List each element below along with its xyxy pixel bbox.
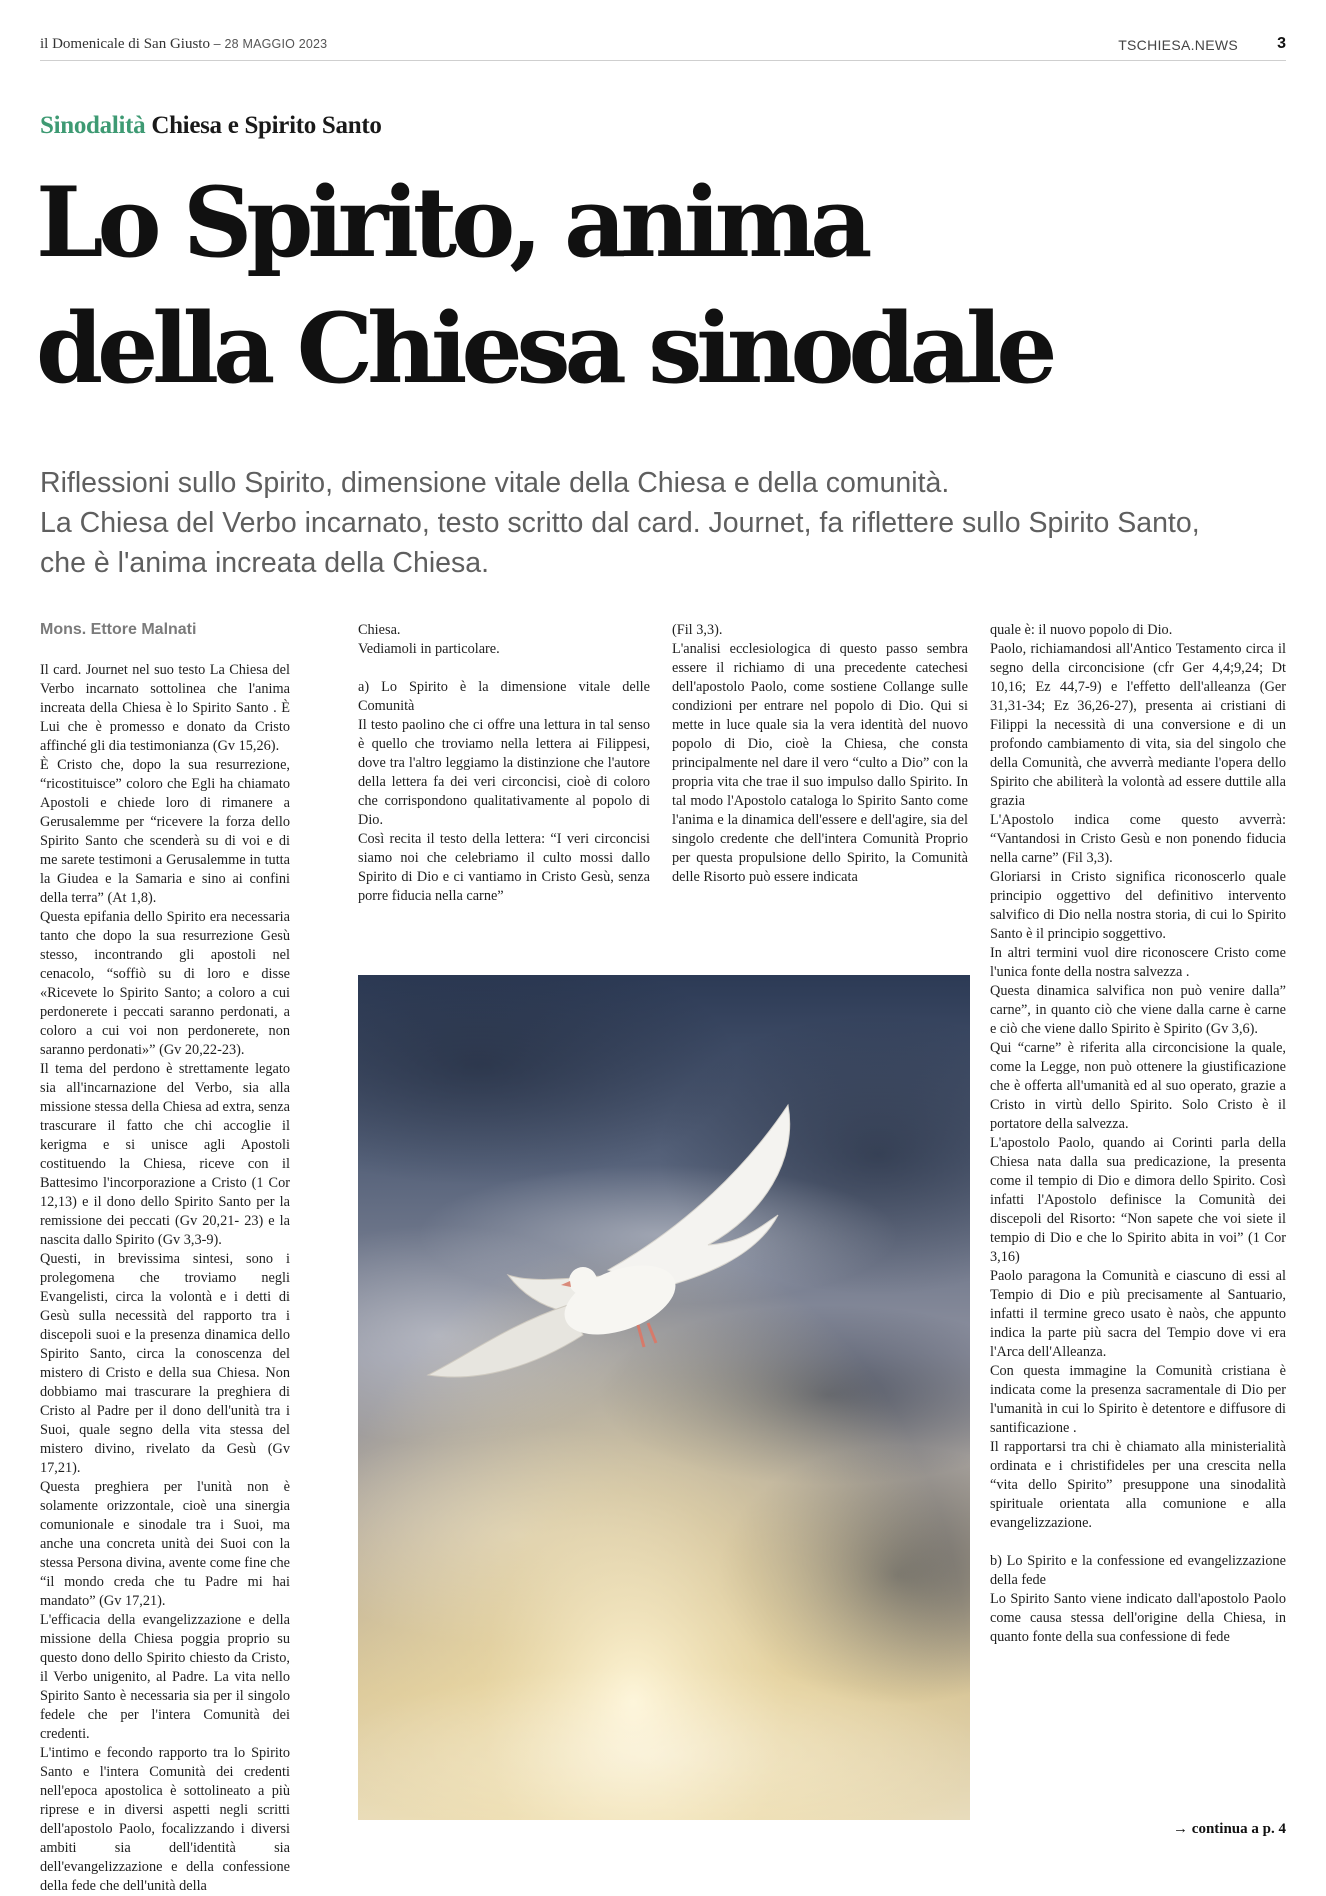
continuation-link[interactable]: → continua a p. 4	[1173, 1821, 1286, 1837]
headline	[36, 160, 1296, 412]
paragraph: L'efficacia della evangelizzazione e della missione della Chiesa poggia proprio su questo dono dello Spirito chiesto da Cristo, il Verbo unigenito, al Padre. La vita nello Spirito Santo è necessaria sia per il singolo fedele che per l'intera Comunità dei credenti.	[40, 1612, 290, 1742]
author-byline: Mons. Ettore Malnati	[40, 621, 197, 638]
paragraph: Lo Spirito Santo viene indicato dall'apostolo Paolo come causa stessa dell'origine della Chiesa, in quanto fonte della sua confessione di fede	[990, 1591, 1286, 1645]
paragraph: Questa preghiera per l'unità non è solamente orizzontale, cioè una sinergia comunionale e sinodale tra i Suoi, ma anche una concreta unità dei Suoi con la stessa Persona divina, avente come fine che “il mondo creda che tu Padre mi hai mandato” (Gv 17,21).	[40, 1479, 290, 1609]
paragraph: Con questa immagine la Comunità cristiana è indicata come la presenza sacramentale di Dio per l'umanità in cui lo Spirito è detentore e diffusore di santificazione .	[990, 1363, 1286, 1436]
header-rule	[40, 60, 1286, 61]
standfirst	[40, 463, 1290, 583]
body-column-4	[990, 621, 1286, 1647]
standfirst-line-1: Riflessioni sullo Spirito, dimensione vitale della Chiesa e della comunità.	[40, 467, 950, 499]
publication-line	[40, 36, 327, 53]
page-number: 3	[1277, 35, 1286, 52]
paragraph: Il card. Journet nel suo testo La Chiesa del Verbo incarnato sottolinea che l'anima increata della Chiesa è lo Spirito Santo . È Lui che è promesso e donato da Cristo affinché gli dia testimonianza (Gv 15,26).	[40, 662, 290, 754]
kicker-topic: Chiesa e Spirito Santo	[151, 112, 382, 139]
paragraph: Qui “carne” è riferita alla circoncisione la quale, come la Legge, non può ottenere la giustificazione che è offerta all'umanità ed al suo operato, grazie a Cristo in virtù dello Spirito. Solo Cristo è il portatore della salvezza.	[990, 1040, 1286, 1132]
paragraph: Il tema del perdono è strettamente legato sia all'incarnazione del Verbo, sia alla missione stessa della Chiesa ad extra, senza trascurare il fatto che chi accoglie il kerigma e si unisce agli Apostoli costituendo la Chiesa, riceve con il Battesimo l'incorporazione a Cristo (1 Cor 12,13) e il dono dello Spirito Santo per la remissione dei peccati (Gv 20,21- 23) e la nascita dallo Spirito (Gv 3,3-9).	[40, 1061, 290, 1248]
paragraph: È Cristo che, dopo la sua resurrezione, “ricostituisce” coloro che Egli ha chiamato Apostoli e chiede loro di rimanere a Gerusalemme per “ricevere la forza dello Spirito Santo che scenderà su di voi e di me sarete testimoni a Gerusalemme in tutta la Giudea e la Samaria e sino ai confini della terra” (At 1,8).	[40, 757, 290, 906]
paragraph: Il rapportarsi tra chi è chiamato alla ministerialità ordinata e i christifideles per una crescita nella “vita dello Spirito” presuppone una sinodalità spirituale orientata alla comunione e alla evangelizzazione.	[990, 1439, 1286, 1531]
paragraph: (Fil 3,3).	[672, 622, 723, 638]
standfirst-line-2: La Chiesa del Verbo incarnato, testo scritto dal card. Journet, fa riflettere sullo Spirito Santo,	[40, 507, 1200, 539]
paragraph: Vediamoli in particolare.	[358, 641, 500, 657]
kicker-category: Sinodalità	[40, 112, 146, 139]
site-name[interactable]: TSCHIESA.NEWS	[1118, 37, 1238, 53]
headline-line-1: Lo Spirito, anima	[36, 166, 867, 279]
body-column-3	[672, 621, 968, 887]
subheading-b: b) Lo Spirito e la confessione ed evangelizzazione della fede	[990, 1553, 1286, 1588]
paragraph: In altri termini vuol dire riconoscere Cristo come l'unica fonte della nostra salvezza .	[990, 945, 1286, 980]
paragraph: Paolo paragona la Comunità e ciascuno di essi al Tempio di Dio e più precisamente al Santuario, infatti il termine greco usato è naòs, che appunto indica la parte più sacra del Tempio dove vi era l'Arca dell'Alleanza.	[990, 1268, 1286, 1360]
paragraph: L'analisi ecclesiologica di questo passo sembra essere il richiamo di una precedente catechesi dell'apostolo Paolo, come sostiene Collange sulle condizioni per entrare nel popolo di Dio. Qui si mette in luce quale sia la vera identità del nuovo popolo di Dio, cioè la Chiesa, che consta principalmente nel dare il vero “culto a Dio” con la propria vita che trae il suo impulso dallo Spirito. In tal modo l'Apostolo cataloga lo Spirito Santo come l'anima e la dinamica dell'essere e dell'agire, sia del singolo credente che dell'intera Comunità Proprio per questa propulsione dello Spirito, la Comunità delle Risorto può essere indicata	[672, 641, 968, 885]
subheading-a: a) Lo Spirito è la dimensione vitale delle Comunità	[358, 679, 650, 714]
paragraph: Così recita il testo della lettera: “I veri circoncisi siamo noi che celebriamo il culto mossi dallo Spirito di Dio e ci vantiamo in Cristo Gesù, senza porre fiducia nella carne”	[358, 831, 650, 904]
paragraph: L'intimo e fecondo rapporto tra lo Spirito Santo e l'intera Comunità dei credenti nell'epoca apostolica è sottolineato a più riprese e in diversi aspetti negli scritti dell'apostolo Paolo, focalizzando i diversi ambiti sia dell'identità sia dell'evangelizzazione e della confessione della fede che dell'unità della	[40, 1745, 290, 1894]
paragraph: L'apostolo Paolo, quando ai Corinti parla della Chiesa nata dalla sua predicazione, la presenta come il tempio di Dio e dimora dello Spirito. Così infatti l'Apostolo definisce la Comunità dei discepoli del Risorto: “Non sapete che voi siete il tempio di Dio e che lo Spirito abita in voi” (1 Cor 3,16)	[990, 1135, 1286, 1265]
paragraph: L'Apostolo indica come questo avverrà: “Vantandosi in Cristo Gesù e non ponendo fiducia nella carne” (Fil 3,3).	[990, 812, 1286, 866]
body-column-1	[40, 661, 290, 1896]
publication-name: il Domenicale di San Giusto	[40, 36, 210, 52]
paragraph: Questa dinamica salvifica non può venire dalla” carne”, in quanto ciò che viene dalla carne è carne e ciò che viene dallo Spirito è Spirito (Gv 3,6).	[990, 983, 1286, 1037]
paragraph: Questa epifania dello Spirito era necessaria tanto che dopo la sua resurrezione Gesù stesso, incontrando gli apostoli nel cenacolo, “soffiò su di loro e disse «Ricevete lo Spirito Santo; a coloro a cui perdonerete i peccati saranno perdonati, a coloro a cui voi non perdonerete, non saranno perdonati»” (Gv 20,22-23).	[40, 909, 290, 1058]
dove-photo	[358, 975, 970, 1820]
paragraph: Gloriarsi in Cristo significa riconoscerlo quale principio oggettivo del definitivo intervento salvifico di Dio nella nostra storia, di cui lo Spirito Santo è il principio soggettivo.	[990, 869, 1286, 942]
paragraph: quale è: il nuovo popolo di Dio.	[990, 622, 1173, 638]
paragraph: Chiesa.	[358, 622, 401, 638]
headline-line-2: della Chiesa sinodale	[36, 292, 1052, 405]
issue-date: – 28 MAGGIO 2023	[209, 37, 328, 51]
paragraph: Paolo, richiamandosi all'Antico Testamento circa il segno della circoncisione (cfr Ger 4,4;9,24; Dt 10,16; Ez 44,7-9) e l'effetto dell'alleanza (Ger 31,31-34; Ez 36,26-27), presenta ai cristiani di Filippi la necessità di una conversione e di un profondo cambiamento di vita, sia del singolo che della Comunità, che avverrà mediante l'opera dello Spirito che abiliterà la volontà ad essere duttile alla grazia	[990, 641, 1286, 809]
standfirst-line-3: che è l'anima increata della Chiesa.	[40, 547, 490, 579]
paragraph: Questi, in brevissima sintesi, sono i prolegomena che troviamo negli Evangelisti, circa la volontà e i detti di Gesù sulla necessità del rapporto tra i discepoli suoi e la presenza dinamica dello Spirito Santo, circa la conoscenza del mistero di Cristo e della sua Chiesa. Non dobbiamo mai trascurare la preghiera di Cristo al Padre per il dono dell'unità tra i Suoi, quale segno della vita stessa del mistero divino, rivelato da Gesù (Gv 17,21).	[40, 1251, 290, 1476]
page-header	[40, 36, 1286, 60]
section-kicker	[40, 112, 382, 140]
body-column-2	[358, 621, 650, 906]
paragraph: Il testo paolino che ci offre una lettura in tal senso è quello che troviamo nella lettera ai Filippesi, dove tra l'altro leggiamo la distinzione che l'autore della lettera fa dei veri circoncisi, cioè di coloro che corrispondono qualitativamente al popolo di Dio.	[358, 717, 650, 828]
